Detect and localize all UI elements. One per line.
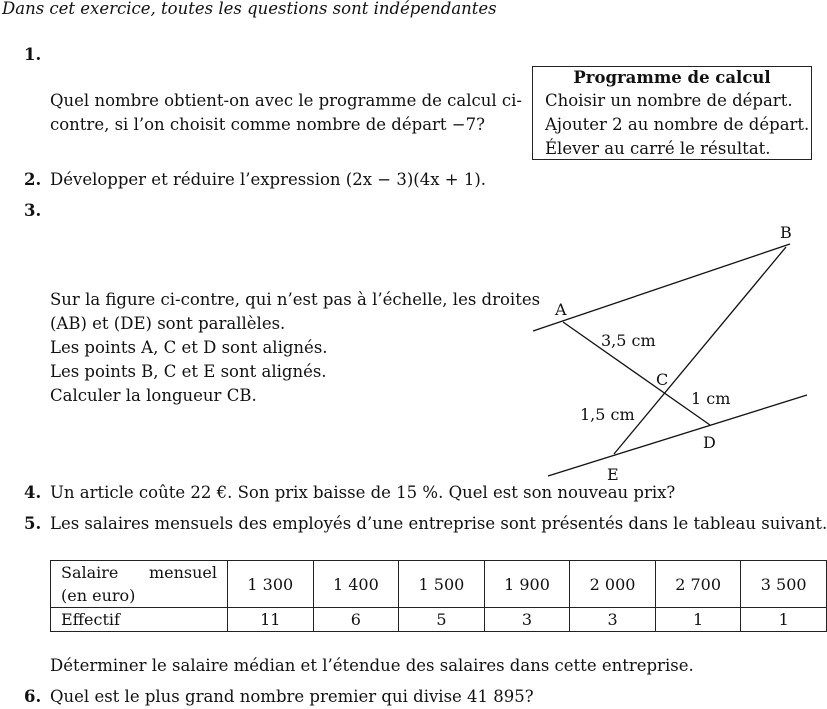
salary-cell: 2 700 <box>655 561 741 608</box>
salary-table <box>50 560 827 632</box>
q5-number: 5. <box>24 514 42 533</box>
length-label-cd: 1 cm <box>691 389 731 408</box>
count-cell: 3 <box>484 608 570 632</box>
count-header-cell: Effectif <box>51 608 228 632</box>
segment-be <box>614 247 786 454</box>
salary-header-word2: mensuel <box>148 563 217 582</box>
point-label-e: E <box>607 465 619 484</box>
point-label-c: C <box>656 370 669 389</box>
q6-text: Quel est le plus grand nombre premier qui divise 41 895? <box>50 687 534 706</box>
salary-cell: 2 000 <box>570 561 656 608</box>
line-ab <box>533 244 790 331</box>
q3-text-line5: Calculer la longueur CB. <box>50 386 257 405</box>
q6-number: 6. <box>24 687 42 706</box>
salary-cell: 1 300 <box>228 561 314 608</box>
table-row-counts <box>51 608 827 632</box>
salary-header-cell <box>51 561 228 608</box>
salary-header-word1: Salaire <box>61 563 119 582</box>
table-row-salaries <box>51 561 827 608</box>
count-cell: 5 <box>399 608 485 632</box>
point-label-d: D <box>703 433 716 452</box>
count-cell: 11 <box>228 608 314 632</box>
salary-cell: 1 500 <box>399 561 485 608</box>
q3-text-line1: Sur la figure ci-contre, qui n’est pas à l’échelle, les droites <box>50 290 541 309</box>
exercise-intro: Dans cet exercice, toutes les questions sont indépendantes <box>2 0 497 18</box>
length-label-ce: 1,5 cm <box>580 405 635 424</box>
q5-text: Les salaires mensuels des employés d’une entreprise sont présentés dans le tableau suivant. <box>50 514 827 533</box>
q1-text-line1: Quel nombre obtient-on avec le programme de calcul ci- <box>50 91 522 110</box>
count-cell: 6 <box>313 608 399 632</box>
q4-number: 4. <box>24 483 42 502</box>
q3-text-line3: Les points A, C et D sont alignés. <box>50 338 328 357</box>
q1-number: 1. <box>24 45 42 64</box>
count-cell: 3 <box>570 608 656 632</box>
count-cell: 1 <box>655 608 741 632</box>
q2-number: 2. <box>24 170 42 189</box>
salary-header-unit: (en euro) <box>61 586 136 605</box>
q4-text: Un article coûte 22 €. Son prix baisse de 15 %. Quel est son nouveau prix? <box>50 483 676 502</box>
q3-text-line2: (AB) et (DE) sont parallèles. <box>50 314 286 333</box>
salary-cell: 1 900 <box>484 561 570 608</box>
salary-cell: 3 500 <box>741 561 827 608</box>
q5-question: Déterminer le salaire médian et l’étendue des salaires dans cette entreprise. <box>50 656 694 675</box>
length-label-ac: 3,5 cm <box>601 331 656 350</box>
point-label-b: B <box>780 223 792 242</box>
q1-text-line2: contre, si l’on choisit comme nombre de départ −7? <box>50 115 485 134</box>
program-step-2: Ajouter 2 au nombre de départ. <box>545 115 810 134</box>
q2-text: Développer et réduire l’expression (2x − 3)(4x + 1). <box>50 170 487 189</box>
program-step-3: Élever au carré le résultat. <box>545 139 771 158</box>
program-step-1: Choisir un nombre de départ. <box>545 91 793 110</box>
point-label-a: A <box>555 300 567 319</box>
count-cell: 1 <box>741 608 827 632</box>
q3-number: 3. <box>24 201 42 220</box>
salary-cell: 1 400 <box>313 561 399 608</box>
program-title: Programme de calcul <box>573 68 771 87</box>
q3-text-line4: Les points B, C et E sont alignés. <box>50 362 327 381</box>
